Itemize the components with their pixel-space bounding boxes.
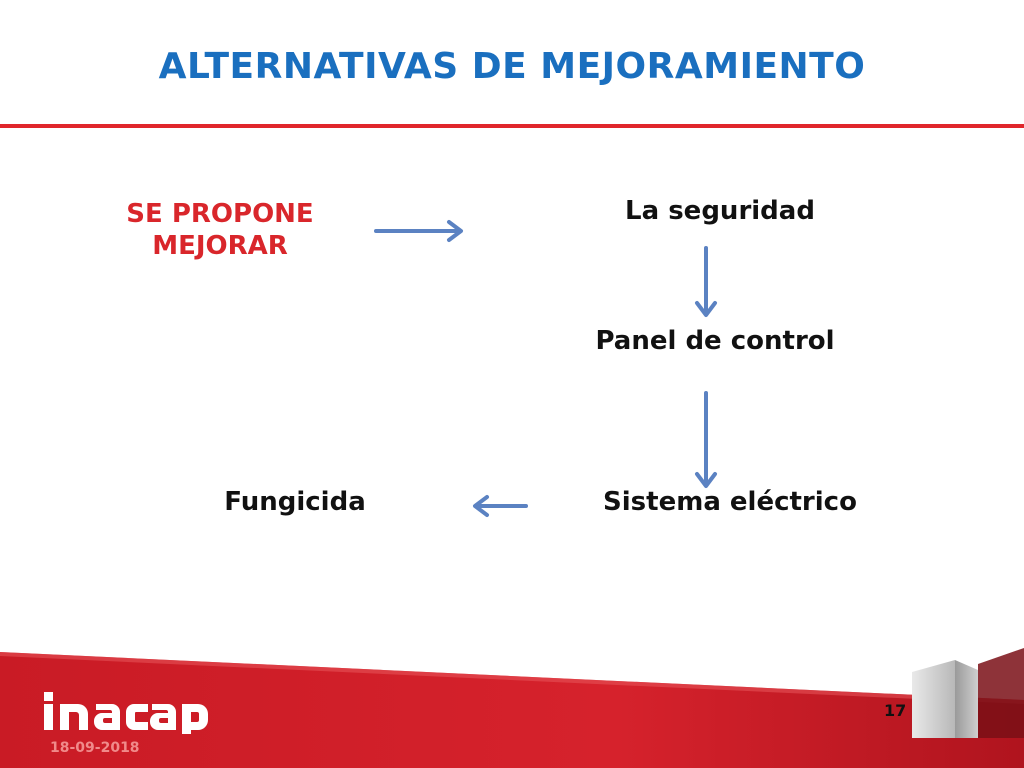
page-number: 17 xyxy=(884,701,907,720)
start-line-2: MEJORAR xyxy=(152,231,288,261)
decorative-cube-icon xyxy=(912,648,1024,738)
slide-date: 18-09-2018 xyxy=(50,740,140,756)
node-sistema-electrico: Sistema eléctrico xyxy=(603,487,857,517)
start-line-1: SE PROPONE xyxy=(126,199,314,229)
inacap-logo xyxy=(44,688,214,734)
slide-title: ALTERNATIVAS DE MEJORAMIENTO xyxy=(158,46,866,87)
node-la-seguridad: La seguridad xyxy=(625,196,815,226)
node-panel-de-control: Panel de control xyxy=(595,326,835,356)
node-fungicida: Fungicida xyxy=(224,487,366,517)
